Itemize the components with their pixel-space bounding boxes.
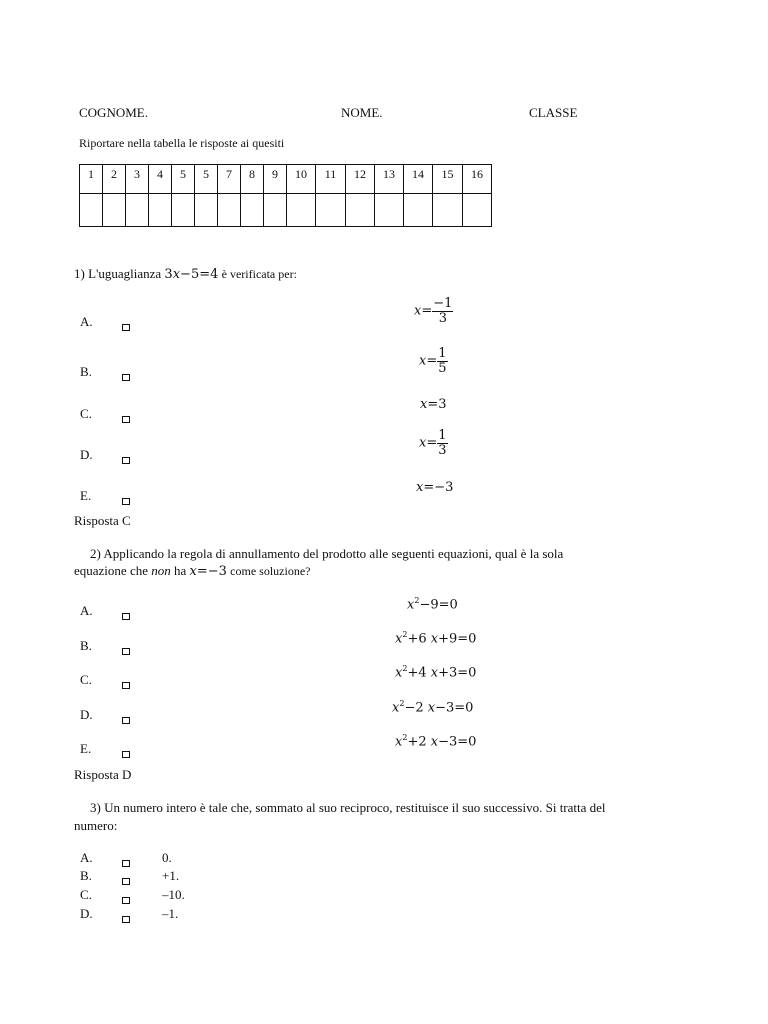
question-2-line-1: 2) Applicando la regola di annullamento del prodotto alle seguenti equazioni, qual è la sola	[90, 546, 564, 561]
answer-cell[interactable]	[195, 194, 218, 227]
q3-option-a-letter: A.	[80, 850, 93, 865]
answer-cell[interactable]	[287, 194, 316, 227]
answer-cell[interactable]	[463, 194, 492, 227]
question-1-tail: è verificata per:	[221, 267, 297, 281]
q3-option-d-value: –1.	[162, 906, 179, 921]
answer-cell[interactable]	[404, 194, 433, 227]
answer-cell[interactable]	[241, 194, 264, 227]
q2-option-e-equation: $x^2+2$ x−3=0	[395, 733, 477, 750]
q3-option-b-checkbox[interactable]	[122, 872, 130, 890]
q2-option-e-letter: E.	[80, 741, 92, 756]
q1-option-a-value: x= $\frac{-1}{3}$	[414, 296, 453, 326]
table-cell-number: 1	[80, 165, 103, 194]
q1-option-d-letter: D.	[80, 447, 93, 462]
q3-option-b-letter: B.	[80, 868, 92, 883]
table-cell-number: 12	[346, 165, 375, 194]
q2-option-b-letter: B.	[80, 638, 92, 653]
q1-option-a-checkbox[interactable]	[122, 318, 130, 336]
answer-cell[interactable]	[433, 194, 463, 227]
q1-option-e-letter: E.	[80, 488, 92, 503]
q2-option-c-letter: C.	[80, 672, 92, 687]
answer-cell[interactable]	[375, 194, 404, 227]
q3-option-a-checkbox[interactable]	[122, 854, 130, 872]
table-answer-row	[80, 194, 492, 227]
q1-option-c-letter: C.	[80, 406, 92, 421]
q3-option-a-value: 0.	[162, 850, 172, 865]
answer-cell[interactable]	[316, 194, 346, 227]
answer-cell[interactable]	[264, 194, 287, 227]
instruction-text: Riportare nella tabella le risposte ai quesiti	[79, 136, 285, 150]
q2-option-d-letter: D.	[80, 707, 93, 722]
table-cell-number: 11	[316, 165, 346, 194]
answer-cell[interactable]	[172, 194, 195, 227]
table-cell-number: 3	[126, 165, 149, 194]
question-2-line-2: equazione che non ha x=−3 come soluzione?	[74, 563, 311, 579]
table-cell-number: 4	[149, 165, 172, 194]
table-cell-number: 2	[103, 165, 126, 194]
question-1	[74, 266, 297, 282]
answer-cell[interactable]	[80, 194, 103, 227]
q2-option-b-checkbox[interactable]	[122, 642, 130, 660]
q2-option-e-checkbox[interactable]	[122, 745, 130, 763]
table-cell-number: 16	[463, 165, 492, 194]
q1-option-e-checkbox[interactable]	[122, 492, 130, 510]
q2-option-d-checkbox[interactable]	[122, 711, 130, 729]
q1-option-b-checkbox[interactable]	[122, 368, 130, 386]
q1-option-e-value: x=−3	[416, 480, 454, 495]
table-cell-number: 14	[404, 165, 433, 194]
q1-option-d-value: x= $\frac{1}{3}$	[419, 428, 447, 458]
table-cell-number: 5	[172, 165, 195, 194]
answer-cell[interactable]	[346, 194, 375, 227]
q2-option-d-equation: $x^2-2$ x−3=0	[392, 699, 474, 716]
name-label: NOME.	[341, 105, 383, 120]
table-cell-number: 13	[375, 165, 404, 194]
question-1-number: 1) L'uguaglianza	[74, 266, 162, 281]
q1-option-c-checkbox[interactable]	[122, 410, 130, 428]
q3-option-b-value: +1.	[162, 868, 180, 883]
q1-option-d-checkbox[interactable]	[122, 451, 130, 469]
q2-option-c-checkbox[interactable]	[122, 676, 130, 694]
q1-option-b-letter: B.	[80, 364, 92, 379]
q2-option-c-equation: $x^2+4$ x+3=0	[395, 664, 477, 681]
q2-option-a-letter: A.	[80, 603, 93, 618]
q2-option-a-equation: $x^2-9=0$	[407, 596, 458, 613]
q1-answer: Risposta C	[74, 513, 131, 528]
question-1-equation: 3x−5=4	[164, 267, 219, 282]
table-header-row	[80, 165, 492, 194]
surname-label: COGNOME.	[79, 105, 148, 120]
q1-option-b-value: x= $\frac{1}{5}$	[419, 346, 447, 376]
q2-option-b-equation: $x^2+6$ x+9=0	[395, 630, 477, 647]
answer-cell[interactable]	[149, 194, 172, 227]
class-label: CLASSE	[529, 105, 578, 120]
question-3-line-1: 3) Un numero intero è tale che, sommato al suo reciproco, restituisce il suo successivo. Si tratta del	[90, 800, 606, 815]
q2-answer: Risposta D	[74, 767, 132, 782]
q3-option-d-checkbox[interactable]	[122, 910, 130, 928]
q1-option-c-value: x=3	[420, 397, 447, 412]
table-cell-number: 9	[264, 165, 287, 194]
q3-option-c-value: –10.	[162, 887, 185, 902]
q1-option-a-letter: A.	[80, 314, 93, 329]
q3-option-d-letter: D.	[80, 906, 93, 921]
answer-cell[interactable]	[103, 194, 126, 227]
table-cell-number: 15	[433, 165, 463, 194]
table-cell-number: 10	[287, 165, 316, 194]
q2-option-a-checkbox[interactable]	[122, 607, 130, 625]
answer-table	[79, 164, 492, 227]
q3-option-c-checkbox[interactable]	[122, 891, 130, 909]
table-cell-number: 8	[241, 165, 264, 194]
answer-cell[interactable]	[126, 194, 149, 227]
table-cell-number: 7	[218, 165, 241, 194]
question-3-line-2: numero:	[74, 818, 118, 833]
table-cell-number: 5	[195, 165, 218, 194]
q3-option-c-letter: C.	[80, 887, 92, 902]
answer-cell[interactable]	[218, 194, 241, 227]
